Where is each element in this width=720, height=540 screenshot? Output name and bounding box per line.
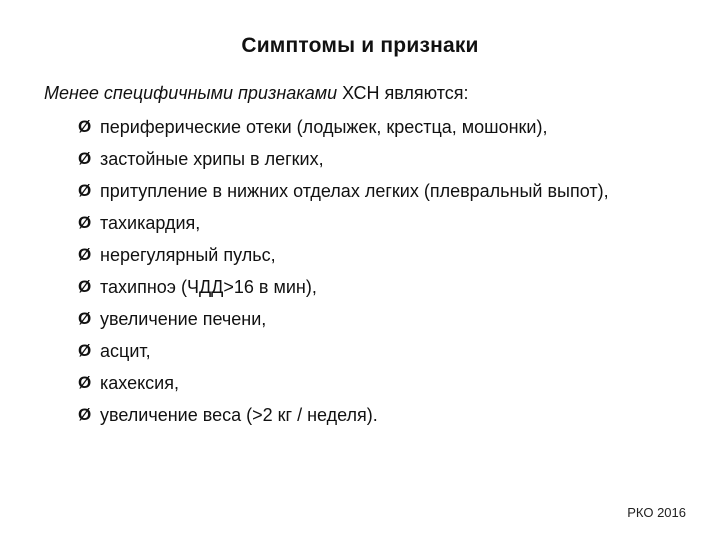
list-item-text: кахексия, xyxy=(100,373,179,393)
arrow-bullet-icon: Ø xyxy=(78,149,92,168)
arrow-bullet-icon: Ø xyxy=(78,181,92,200)
list-item xyxy=(78,402,678,428)
arrow-bullet-icon: Ø xyxy=(78,277,92,296)
arrow-bullet-icon: Ø xyxy=(78,341,92,360)
arrow-bullet-icon: Ø xyxy=(78,373,92,392)
list-item xyxy=(78,114,678,140)
intro-line xyxy=(44,83,469,104)
arrow-bullet-icon: Ø xyxy=(78,309,92,328)
list-item xyxy=(78,210,678,236)
list-item-text: притупление в нижних отделах легких (плевральный выпот), xyxy=(100,181,609,201)
list-item-text: тахикардия, xyxy=(100,213,201,233)
slide-title: Симптомы и признаки xyxy=(241,34,479,57)
list-item xyxy=(78,178,640,204)
list-item xyxy=(78,338,678,364)
list-item xyxy=(78,146,678,172)
arrow-bullet-icon: Ø xyxy=(78,213,92,232)
intro-italic-text: Менее специфичными признаками xyxy=(44,83,338,103)
list-item-text: нерегулярный пульс, xyxy=(100,245,276,265)
list-item-text: застойные хрипы в легких, xyxy=(100,149,324,169)
list-item-text: увеличение печени, xyxy=(100,309,267,329)
list-item-text: асцит, xyxy=(100,341,151,361)
arrow-bullet-icon: Ø xyxy=(78,405,92,424)
footer-source: РКО 2016 xyxy=(627,505,686,520)
list-item-text: тахипноэ (ЧДД>16 в мин), xyxy=(100,277,317,297)
symptom-list xyxy=(78,114,678,434)
list-item xyxy=(78,242,678,268)
list-item xyxy=(78,306,678,332)
list-item xyxy=(78,274,678,300)
arrow-bullet-icon: Ø xyxy=(78,117,92,136)
list-item-text: увеличение веса (>2 кг / неделя). xyxy=(100,405,378,425)
list-item xyxy=(78,370,678,396)
intro-normal-text: ХСН являются: xyxy=(337,83,469,103)
list-item-text: периферические отеки (лодыжек, крестца, мошонки), xyxy=(100,117,548,137)
arrow-bullet-icon: Ø xyxy=(78,245,92,264)
